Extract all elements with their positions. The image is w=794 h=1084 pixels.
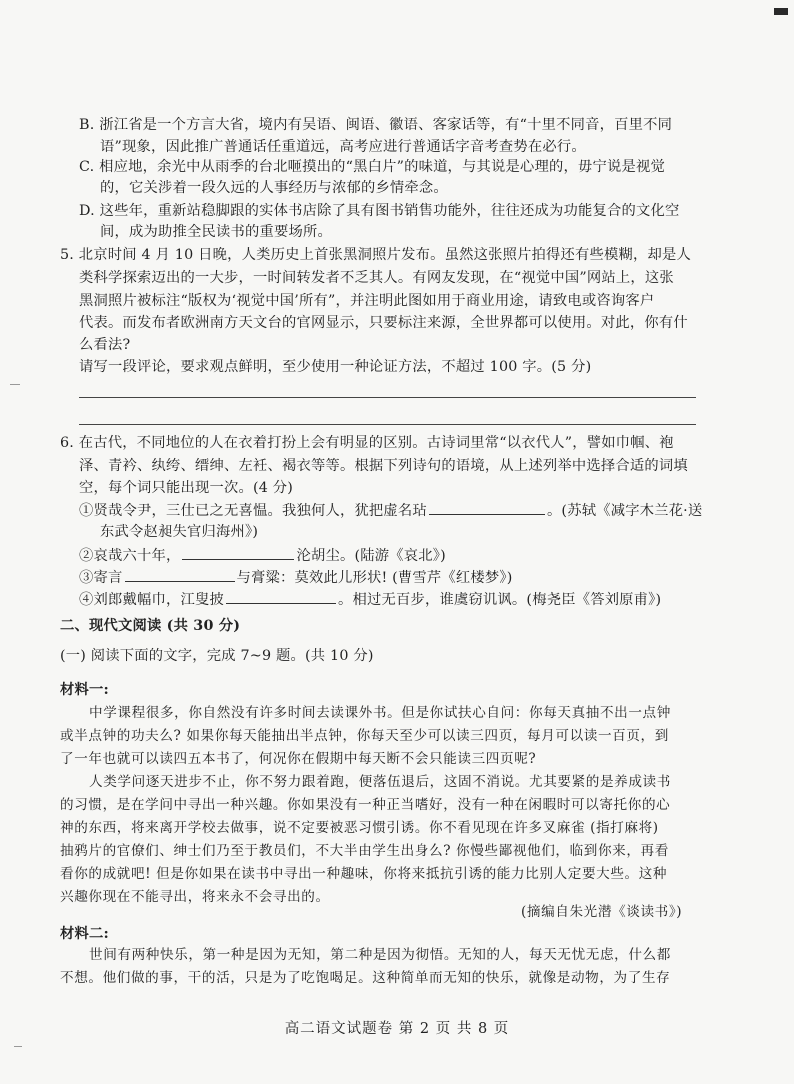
section-title: 二、现代文阅读 (共 30 分) — [60, 618, 241, 634]
margin-mark — [14, 1046, 22, 1047]
option-d-line2: 间，成为助推全民读书的重要场所。 — [100, 224, 332, 240]
q6-item2 — [79, 545, 446, 566]
option-d-line1: D. 这些年，重新站稳脚跟的实体书店除了具有图书销售功能外，往往还成为功能复合的文化空 — [79, 203, 680, 219]
material1-p2-line5: 看你的成就吧! 但是你如果在读书中寻出一种趣味，你将来抵抗引诱的能力比别人定要大些。这种 — [60, 866, 668, 882]
material1-p2-line3: 神的东西，将来离开学校去做事，说不定要被恶习惯引诱。你不看见现在许多叉麻雀 (指打麻将) — [60, 820, 659, 836]
q5-instruction: 请写一段评论，要求观点鲜明，至少使用一种论证方法，不超过 100 字。(5 分) — [79, 359, 592, 375]
corner-mark — [774, 8, 788, 15]
q6-item1-source: 。(苏轼《减字木兰花·送 — [546, 503, 703, 519]
material1-label: 材料一: — [60, 682, 109, 698]
q5-line5: 么看法? — [79, 337, 131, 353]
q5-line4: 代表。而发布者欧洲南方天文台的官网显示，只要标注来源，全世界都可以使用。对此，你有什 — [79, 315, 688, 331]
material2-label: 材料二: — [60, 926, 109, 942]
q6-item3-text: ③寄言 — [79, 570, 123, 586]
q6-item4 — [79, 589, 661, 610]
q6-item1 — [79, 500, 702, 521]
q6-item4-text: ④刘郎戴幅巾，江叟披 — [79, 592, 224, 608]
material2-p1-line1: 世间有两种快乐，第一种是因为无知，第二种是因为彻悟。无知的人，每天无忧无虑，什么都 — [89, 947, 671, 963]
option-b-line2: 语”现象，因此推广普通话任重道远，高考应进行普通话字音考查势在必行。 — [100, 139, 586, 155]
answer-line-2[interactable] — [79, 424, 696, 425]
fill-blank-4[interactable] — [226, 589, 336, 604]
material1-source: (摘编自朱光潜《谈读书》) — [521, 904, 683, 920]
material1-p2-line4: 抽鸦片的官僚们、绅士们乃至于教员们，不大半由学生出身么? 你慢些鄙视他们，临到你来，再看 — [60, 843, 669, 859]
q6-line2: 泽、青衿、纨绔、缙绅、左衽、褐衣等等。根据下列诗句的语境，从上述列举中选择合适的词填 — [79, 458, 688, 474]
option-c-line2: 的，它关涉着一段久远的人事经历与浓郁的乡情牵念。 — [100, 180, 448, 196]
q5-line1: 5. 北京时间 4 月 10 日晚，人类历史上首张黑洞照片发布。虽然这张照片拍得还有些模糊，却是人 — [60, 247, 692, 263]
material1-p1-line1: 中学课程很多，你自然没有许多时间去读课外书。但是你试扶心自问：你每天真抽不出一点钟 — [89, 705, 671, 721]
material1-p2-line1: 人类学问逐天进步不止，你不努力跟着跑，便落伍退后，这固不消说。尤其要紧的是养成读书 — [89, 774, 671, 790]
material2-p1-line2: 不想。他们做的事，干的活，只是为了吃饱喝足。这种简单而无知的快乐，就像是动物，为了生存 — [60, 970, 671, 986]
section-subtitle: (一) 阅读下面的文字，完成 7~9 题。(共 10 分) — [60, 648, 374, 664]
option-c-line1: C. 相应地，余光中从雨季的台北咂摸出的“黑白片”的味道，与其说是心理的，毋宁说是视觉 — [79, 159, 666, 175]
material1-p1-line3: 了一年也就可以读四五本书了，何况你在假期中每天断不会只能读三四页呢? — [60, 751, 537, 767]
q6-line1: 6. 在古代，不同地位的人在衣着打扮上会有明显的区别。古诗词里常“以衣代人”，譬如巾帼、袍 — [60, 435, 674, 451]
q6-item2-source: 沦胡尘。(陆游《哀北》) — [296, 548, 446, 564]
q6-line3: 空，每个词只能出现一次。(4 分) — [79, 480, 294, 496]
page-footer: 高二语文试题卷 第 2 页 共 8 页 — [284, 1021, 510, 1037]
material1-p2-line6: 兴趣你现在不能寻出，将来永不会寻出的。 — [60, 889, 330, 905]
q5-line2: 类科学探索迈出的一大步，一时间转发者不乏其人。有网友发现，在“视觉中国”网站上，这张 — [79, 270, 674, 286]
fill-blank-3[interactable] — [125, 567, 235, 582]
q6-item2-text: ②哀哉六十年， — [79, 548, 181, 564]
material1-p1-line2: 或半点钟的功夫么? 如果你每天能抽出半点钟，你每天至少可以读三四页，每月可以读一百页，到 — [60, 728, 669, 744]
q6-item3 — [79, 567, 513, 588]
answer-line-1[interactable] — [79, 397, 696, 398]
q6-item4-source: 。相过无百步，谁虞窃讥讽。(梅尧臣《答刘原甫》) — [337, 592, 662, 608]
margin-mark — [10, 384, 20, 385]
q6-item1-text: ①贤哉令尹，三仕已之无喜愠。我独何人，犹把虚名玷 — [79, 503, 427, 519]
material1-p2-line2: 的习惯，是在学问中寻出一种兴趣。你如果没有一种正当嗜好，没有一种在闲暇时可以寄托你的心 — [60, 797, 671, 813]
fill-blank-2[interactable] — [182, 545, 294, 560]
option-b-line1: B. 浙江省是一个方言大省，境内有吴语、闽语、徽语、客家话等，有“十里不同音，百里不同 — [79, 117, 673, 133]
q6-item1-cont: 东武令赵昶失官归海州》) — [100, 524, 259, 540]
fill-blank-1[interactable] — [429, 500, 545, 515]
q6-item3-source: 与膏粱：莫效此儿形状! (曹雪芹《红楼梦》) — [236, 570, 513, 586]
q5-line3: 黑洞照片被标注“版权为‘视觉中国’所有”，并注明此图如用于商业用途，请致电或咨询客户 — [79, 293, 655, 309]
